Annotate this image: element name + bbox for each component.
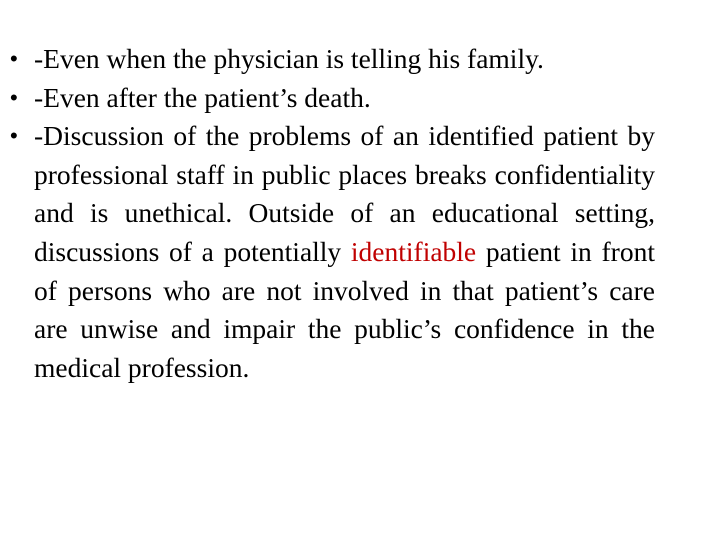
- bullet-marker: •: [10, 84, 18, 110]
- bullet-text-after: patient in front of persons who are not involved in that patient’s care are unwise and impair the public’s confidence in the medical profession.: [34, 235, 655, 383]
- bullet-item-family: [10, 40, 655, 79]
- highlighted-word: identifiable: [350, 235, 477, 267]
- bullet-marker: •: [10, 123, 18, 149]
- bullet-text: -Even after the patient’s death.: [34, 81, 371, 113]
- bullet-marker: •: [10, 46, 18, 71]
- bullet-list: [10, 40, 655, 387]
- bullet-item-discussion: [10, 117, 655, 387]
- bullet-text-before: -Discussion of the problems of an identified patient by professional staff in public places breaks confidentiality and is unethical. Outside of an educational setting, discussions of a potentially: [34, 120, 655, 267]
- bullet-item-death: [10, 79, 655, 118]
- bullet-text: -Even when the physician is telling his family.: [34, 43, 544, 74]
